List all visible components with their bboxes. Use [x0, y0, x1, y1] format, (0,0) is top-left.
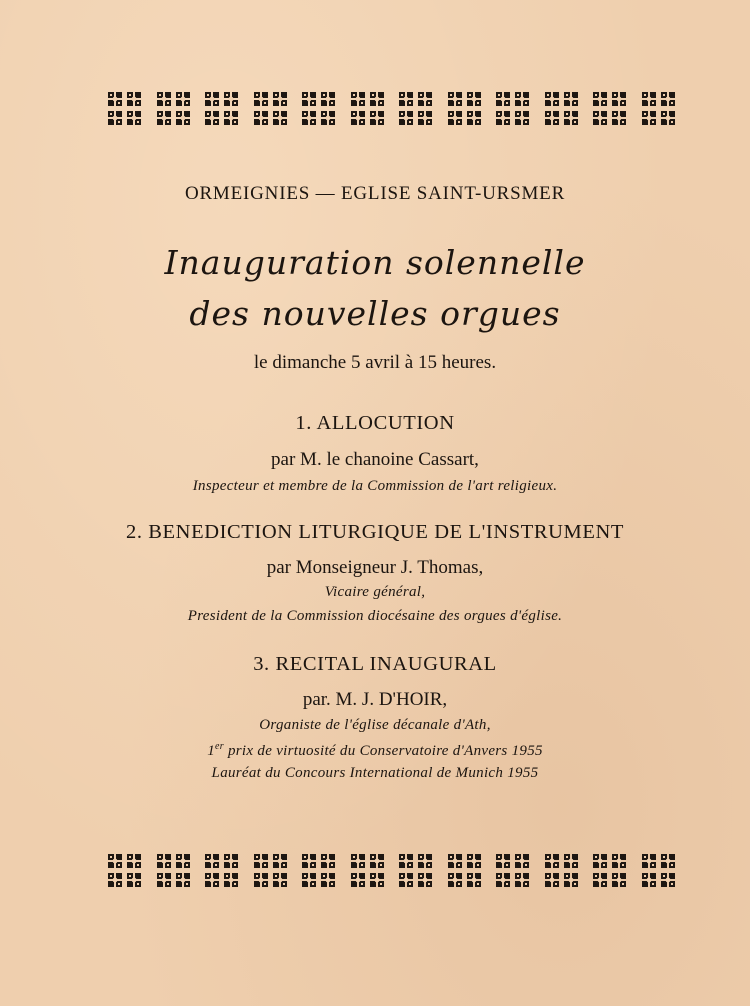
- ordinal-number: 1: [207, 743, 215, 759]
- church-location: ORMEIGNIES — EGLISE SAINT-URSMER: [184, 183, 566, 204]
- event-date: le dimanche 5 avril à 15 heures.: [253, 352, 497, 373]
- ornament-tile: [446, 90, 484, 128]
- ornament-tile: [397, 852, 435, 890]
- program-item-3-note: Lauréat du Concours International de Munich 1955: [211, 765, 539, 781]
- ornament-tile: [155, 90, 193, 128]
- program-item-3-note: [0, 741, 750, 760]
- ornament-tile: [640, 852, 678, 890]
- ornament-tile: [106, 90, 144, 128]
- ornament-tile: [543, 90, 581, 128]
- ornament-tile: [494, 852, 532, 890]
- top-ornament-border: [106, 90, 678, 128]
- ornament-tile: [155, 852, 193, 890]
- ornament-tile: [446, 852, 484, 890]
- ornament-tile: [640, 90, 678, 128]
- ornament-tile: [300, 852, 338, 890]
- ornament-tile: [591, 90, 629, 128]
- program-item-1-speaker: par M. le chanoine Cassart,: [271, 449, 479, 470]
- ornament-tile: [349, 90, 387, 128]
- program-item-3-performer: par. M. J. D'HOIR,: [302, 689, 448, 710]
- ornament-tile: [543, 852, 581, 890]
- ornament-tile: [203, 90, 241, 128]
- ornament-tile: [252, 90, 290, 128]
- ornament-tile: [203, 852, 241, 890]
- program-item-2-heading: 2. BENEDICTION LITURGIQUE DE L'INSTRUMENT: [125, 521, 625, 543]
- ornament-tile: [349, 852, 387, 890]
- ordinal-suffix: er: [215, 741, 224, 752]
- title-line-1: Inauguration solennelle: [164, 243, 586, 282]
- program-item-2-note: President de la Commission diocésaine des orgues d'église.: [187, 608, 563, 624]
- program-item-2-note: Vicaire général,: [324, 584, 426, 600]
- program-item-1-note: Inspecteur et membre de la Commission de l'art religieux.: [192, 478, 558, 494]
- program-item-1-heading: 1. ALLOCUTION: [295, 412, 455, 434]
- ornament-tile: [397, 90, 435, 128]
- ornament-tile: [106, 852, 144, 890]
- program-item-2-speaker: par Monseigneur J. Thomas,: [266, 557, 484, 578]
- ornament-tile: [300, 90, 338, 128]
- title-line-2: des nouvelles orgues: [189, 294, 561, 333]
- program-item-3-heading: 3. RECITAL INAUGURAL: [253, 653, 497, 675]
- ornament-tile: [591, 852, 629, 890]
- ornament-tile: [252, 852, 290, 890]
- prize-text: prix de virtuosité du Conservatoire d'Anvers 1955: [228, 743, 543, 759]
- program-item-3-note: Organiste de l'église décanale d'Ath,: [259, 717, 491, 733]
- bottom-ornament-border: [106, 852, 678, 890]
- ornament-tile: [494, 90, 532, 128]
